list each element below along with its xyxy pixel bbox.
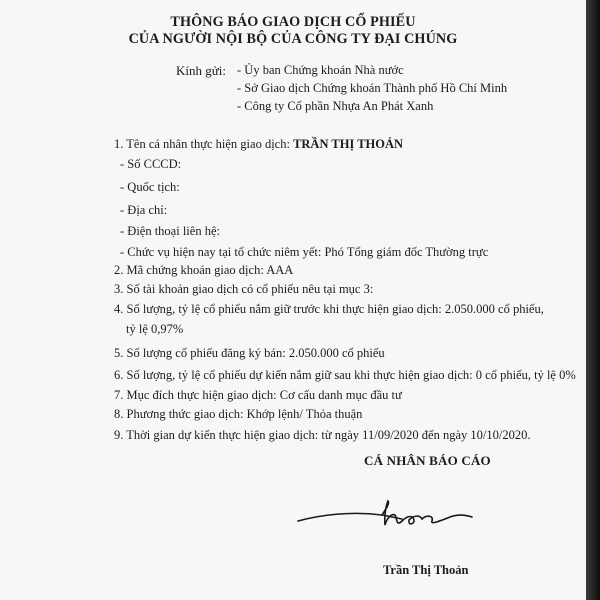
document-title-line-1: THÔNG BÁO GIAO DỊCH CỔ PHIẾU	[170, 14, 416, 30]
item-9: 9. Thời gian dự kiến thực hiện giao dịch: từ ngày 11/09/2020 đến ngày 10/10/2020.	[114, 428, 531, 442]
recipient-label: Kính gửi:	[176, 63, 227, 78]
sub-item-phone: - Điện thoại liên hệ:	[120, 224, 220, 238]
recipient-item: - Ủy ban Chứng khoán Nhà nước	[237, 63, 404, 77]
reporter-heading: CÁ NHÂN BÁO CÁO	[364, 453, 491, 468]
page-edge-shadow	[586, 0, 600, 600]
item-5: 5. Số lượng cổ phiếu đăng ký bán: 2.050.000 cổ phiếu	[114, 346, 385, 360]
item-3: 3. Số tài khoản giao dịch có cổ phiếu nêu tại mục 3:	[114, 282, 374, 296]
sub-item-position: - Chức vụ hiện nay tại tổ chức niêm yết: Phó Tổng giám đốc Thường trực	[120, 245, 489, 259]
recipient-item: - Sở Giao dịch Chứng khoán Thành phố Hồ Chí Minh	[237, 81, 508, 95]
trader-name: TRẦN THỊ THOẢN	[293, 137, 404, 151]
signer-name: Trần Thị Thoản	[383, 563, 469, 577]
document-title-line-2: CỦA NGƯỜI NỘI BỘ CỦA CÔNG TY ĐẠI CHÚNG	[128, 31, 458, 47]
recipient-item: - Công ty Cổ phần Nhựa An Phát Xanh	[237, 99, 434, 113]
sub-item-address: - Địa chỉ:	[120, 203, 168, 217]
sub-item-nationality: - Quốc tịch:	[120, 180, 180, 194]
item-4-continued: tỷ lệ 0,97%	[126, 322, 184, 336]
item-8: 8. Phương thức giao dịch: Khớp lệnh/ Thỏa thuận	[114, 407, 363, 421]
handwritten-signature	[290, 495, 490, 555]
sub-item-id-card: - Số CCCD:	[120, 157, 182, 171]
item-4: 4. Số lượng, tỷ lệ cổ phiếu nắm giữ trước khi thực hiện giao dịch: 2.050.000 cổ phiếu,	[114, 302, 544, 316]
item-1	[114, 137, 403, 152]
item-6: 6. Số lượng, tỷ lệ cổ phiếu dự kiến nắm giữ sau khi thực hiện giao dịch: 0 cổ phiếu, tỷ lệ 0%	[114, 368, 576, 382]
item-7: 7. Mục đích thực hiện giao dịch: Cơ cấu danh mục đầu tư	[114, 388, 402, 402]
item-2: 2. Mã chứng khoán giao dịch: AAA	[114, 263, 294, 277]
item-1-label: 1. Tên cá nhân thực hiện giao dịch:	[114, 137, 294, 151]
